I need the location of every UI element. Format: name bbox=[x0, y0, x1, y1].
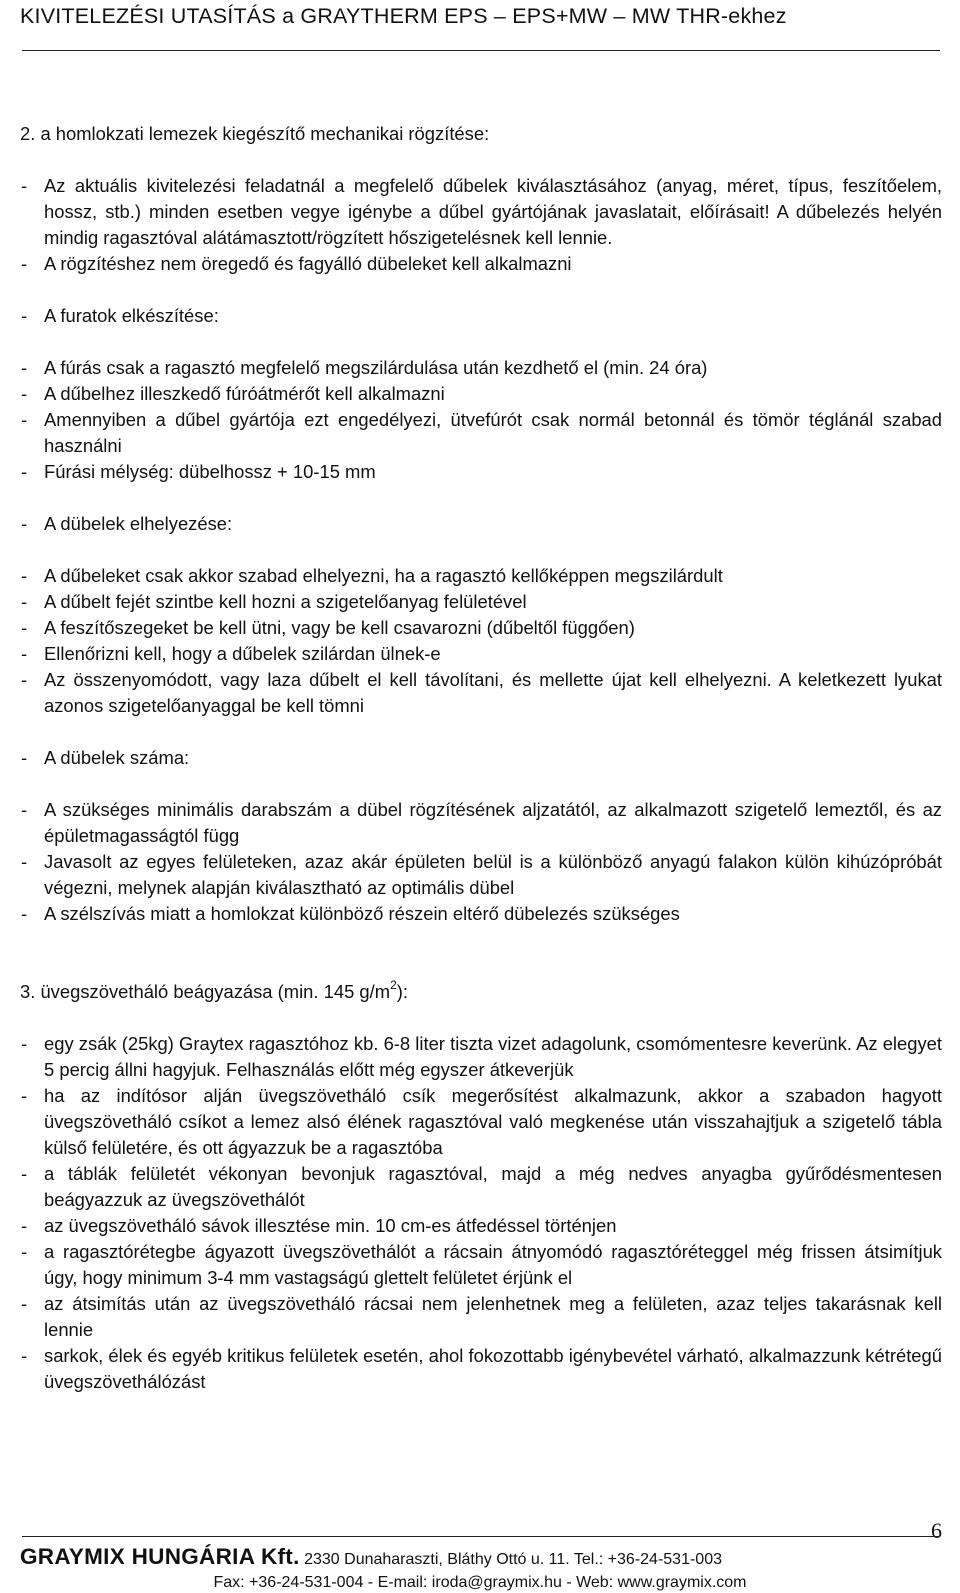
list-item: - az üvegszövetháló sávok illesztése min. 10 cm-es átfedéssel történjen bbox=[20, 1213, 942, 1239]
list-item: - Fúrási mélység: dübelhossz + 10-15 mm bbox=[20, 459, 942, 485]
section-3-heading bbox=[20, 979, 942, 1005]
list-item: - az átsimítás után az üvegszövetháló rácsai nem jelenhetnek meg a felületen, azaz teljes takarásnak kell lennie bbox=[20, 1291, 942, 1343]
drilling-heading: - A furatok elkészítése: bbox=[20, 303, 942, 329]
spacer bbox=[20, 537, 942, 563]
document-body bbox=[20, 121, 942, 1395]
drilling-list bbox=[20, 355, 942, 485]
spacer bbox=[20, 927, 942, 979]
spacer bbox=[20, 147, 942, 173]
list-item: - Javasolt az egyes felületeken, azaz akár épületen belül is a különböző anyagú falakon külön kihúzópróbát végezni, melynek alapján kiválasztható az optimális dübel bbox=[20, 849, 942, 901]
footer-divider bbox=[22, 1536, 940, 1537]
superscript: 2 bbox=[390, 977, 397, 992]
placement-heading-list bbox=[20, 511, 942, 537]
drilling-heading-list bbox=[20, 303, 942, 329]
list-item: - A szélszívás miatt a homlokzat különböző részein eltérő dübelezés szükséges bbox=[20, 901, 942, 927]
list-item: - Ellenőrizni kell, hogy a dűbelek szilárdan ülnek-e bbox=[20, 641, 942, 667]
list-item: - A dűbelt fejét szintbe kell hozni a szigetelőanyag felületével bbox=[20, 589, 942, 615]
count-heading-list bbox=[20, 745, 942, 771]
spacer bbox=[20, 1005, 942, 1031]
header-divider bbox=[22, 50, 940, 51]
section-2-heading: 2. a homlokzati lemezek kiegészítő mechanikai rögzítése: bbox=[20, 123, 490, 144]
section-3-heading-text: 3. üvegszövetháló beágyazása (min. 145 g/m bbox=[20, 981, 391, 1002]
list-item: - A fúrás csak a ragasztó megfelelő megszilárdulása után kezdhető el (min. 24 óra) bbox=[20, 355, 942, 381]
count-heading: - A dübelek száma: bbox=[20, 745, 942, 771]
footer-contact: Fax: +36-24-531-004 - E-mail: iroda@graymix.hu - Web: www.graymix.com bbox=[213, 1574, 747, 1591]
placement-heading: - A dübelek elhelyezése: bbox=[20, 511, 942, 537]
footer-company-line bbox=[20, 1544, 722, 1570]
list-item: - sarkok, élek és egyéb kritikus felületek esetén, ahol fokozottabb igénybevétel várható, alkalmazzunk kétrétegű üvegszövethálózást bbox=[20, 1343, 942, 1395]
list-item: - Az összenyomódott, vagy laza dűbelt el kell távolítani, és mellette újat kell elhelyezni. A keletkezett lyukat azonos szigetelőanyaggal be kell tömni bbox=[20, 667, 942, 719]
section-3-list bbox=[20, 1031, 942, 1395]
list-item: - Amennyiben a dűbel gyártója ezt engedélyezi, ütvefúrót csak normál betonnál és tömör téglánál szabad használni bbox=[20, 407, 942, 459]
section-3-heading-end: ): bbox=[396, 981, 408, 1002]
spacer bbox=[20, 771, 942, 797]
list-item: - A dűbelhez illeszkedő fúróátmérőt kell alkalmazni bbox=[20, 381, 942, 407]
section-2-intro-list bbox=[20, 173, 942, 277]
list-item: - Az aktuális kivitelezési feladatnál a megfelelő dűbelek kiválasztásához (anyag, méret, típus, feszítőelem, hossz, stb.) minden esetben vegye igénybe a dűbel gyártójának javaslatait, előírásait! A dűbelezés helyén mindig ragasztóval alátámasztott/rögzített hőszigetelésnek kell lennie. bbox=[20, 173, 942, 251]
count-list bbox=[20, 797, 942, 927]
page-header-title: KIVITELEZÉSI UTASÍTÁS a GRAYTHERM EPS – EPS+MW – MW THR-ekhez bbox=[20, 4, 787, 28]
list-item: - A szükséges minimális darabszám a dübel rögzítésének aljzatától, az alkalmazott szigetelő lemeztől, és az épületmagasságtól függ bbox=[20, 797, 942, 849]
list-item: - egy zsák (25kg) Graytex ragasztóhoz kb. 6-8 liter tiszta vizet adagolunk, csomómentesre keverünk. Az elegyet 5 percig állni hagyjuk. Felhasználás előtt még egyszer átkeverjük bbox=[20, 1031, 942, 1083]
spacer bbox=[20, 485, 942, 511]
list-item: - a táblák felületét vékonyan bevonjuk ragasztóval, majd a még nedves anyagba gyűrődésmentesen beágyazzuk az üvegszövethálót bbox=[20, 1161, 942, 1213]
spacer bbox=[20, 329, 942, 355]
footer-address: 2330 Dunaharaszti, Bláthy Ottó u. 11. Tel.: +36-24-531-003 bbox=[304, 1551, 722, 1568]
list-item: - A feszítőszegeket be kell ütni, vagy be kell csavarozni (dűbeltől függően) bbox=[20, 615, 942, 641]
list-item: - a ragasztórétegbe ágyazott üvegszövethálót a rácsain átnyomódó ragasztóréteggel még frissen átsimítjuk úgy, hogy minimum 3-4 mm vastagságú glettelt felületet érjünk el bbox=[20, 1239, 942, 1291]
placement-list bbox=[20, 563, 942, 719]
footer-company-name: GRAYMIX HUNGÁRIA Kft. bbox=[20, 1544, 300, 1569]
spacer bbox=[20, 719, 942, 745]
list-item: - A dűbeleket csak akkor szabad elhelyezni, ha a ragasztó kellőképpen megszilárdult bbox=[20, 563, 942, 589]
page-number: 6 bbox=[931, 1518, 942, 1543]
spacer bbox=[20, 277, 942, 303]
list-item: - ha az indítósor alján üvegszövetháló csík megerősítést alkalmazunk, akkor a szabadon hagyott üvegszövetháló csíkot a lemez alsó élének ragasztóval való megkenése után visszahajtjuk a szigetelő tábla külső felületére, és ott ágyazzuk be a ragasztóba bbox=[20, 1083, 942, 1161]
list-item: - A rögzítéshez nem öregedő és fagyálló dübeleket kell alkalmazni bbox=[20, 251, 942, 277]
